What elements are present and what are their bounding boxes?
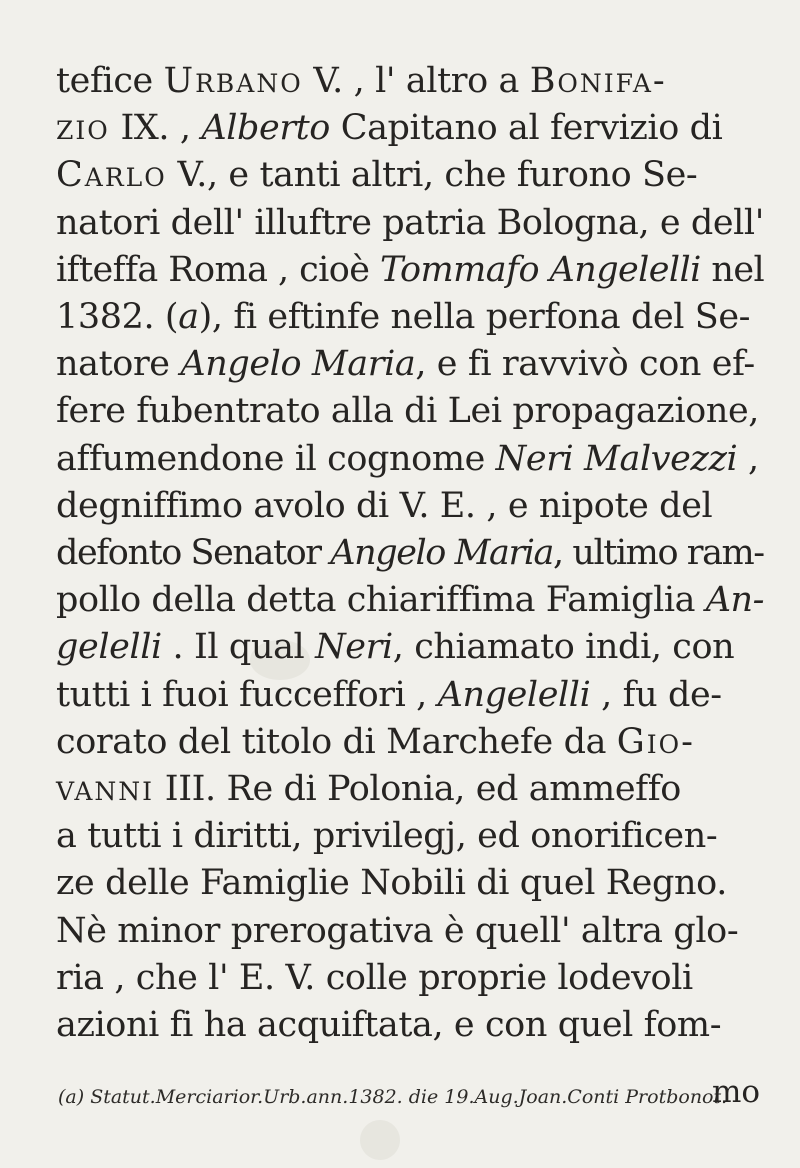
- text-line: [56, 815, 764, 857]
- text-line: [56, 579, 764, 621]
- text-line: [56, 107, 764, 149]
- text-segment: An-: [705, 580, 765, 621]
- text-line: [56, 957, 764, 999]
- text-segment: vanni: [56, 769, 155, 809]
- text-line: [56, 60, 764, 102]
- text-line: [56, 296, 764, 338]
- text-segment: gelelli: [56, 627, 162, 668]
- text-line: [56, 390, 764, 432]
- text-line: [56, 343, 764, 385]
- text-segment: Nè minor prerogativa è quell' altra glo-: [56, 910, 739, 951]
- text-line: [56, 910, 764, 952]
- catchword: mo: [712, 1074, 761, 1110]
- footnote-text: (a) Statut.Merciarior.Urb.ann.1382. die 19.Aug.Joan.Conti Protbonot.: [58, 1086, 728, 1108]
- text-segment: Neri: [315, 627, 393, 668]
- text-segment: Tommafo Angelelli: [379, 249, 701, 290]
- text-line: [56, 674, 764, 716]
- text-line: [56, 768, 764, 810]
- text-segment: defonto Senator: [56, 533, 331, 573]
- text-segment: , ultimo ram-: [552, 533, 764, 573]
- text-segment: degniffimo avolo di V. E. , e nipote del: [56, 485, 713, 526]
- text-segment: Gio-: [616, 721, 695, 762]
- text-segment: tutti i fuoi fucceffori ,: [56, 674, 438, 715]
- text-line: [56, 862, 764, 904]
- text-segment: Angelelli: [437, 674, 591, 715]
- text-line: [56, 1004, 764, 1046]
- text-segment: zio: [56, 108, 110, 149]
- text-line: [56, 249, 764, 291]
- text-segment: ), fi eftinfe nella perfona del Se-: [198, 297, 751, 337]
- text-segment: natori dell' illuftre patria Bologna, e dell': [56, 202, 764, 243]
- text-segment: corato del titolo di Marchefe da: [56, 721, 617, 762]
- text-segment: 1382. (: [56, 297, 179, 337]
- text-segment: affumendone il cognome: [56, 438, 496, 479]
- text-line: [56, 154, 764, 196]
- text-line: [56, 626, 764, 668]
- text-segment: . Il qual: [161, 627, 316, 668]
- text-segment: V., e tanti altri, che furono Se-: [166, 155, 698, 196]
- text-segment: ifteffa Roma , cioè: [56, 249, 380, 290]
- text-segment: ze delle Famiglie Nobili di quel Regno.: [56, 863, 727, 904]
- text-segment: pollo della detta chiariffima Famiglia: [56, 580, 706, 621]
- text-segment: a: [178, 297, 199, 337]
- text-segment: tefice: [56, 61, 164, 101]
- text-segment: fere fubentrato alla di Lei propagazione,: [56, 391, 759, 432]
- text-line: [56, 721, 764, 763]
- text-line: [56, 438, 764, 480]
- text-line: [56, 485, 764, 527]
- text-segment: V. , l' altro a: [302, 61, 530, 101]
- text-segment: Angelo Maria: [180, 344, 416, 385]
- text-segment: , e fi ravvivò con ef-: [415, 344, 755, 385]
- text-segment: Urbano: [163, 61, 303, 101]
- text-segment: Neri Malvezzi: [495, 438, 738, 479]
- text-segment: Alberto: [201, 108, 330, 149]
- text-segment: Bonifa-: [529, 61, 667, 101]
- text-segment: , chiamato indi, con: [392, 627, 735, 668]
- footnote: [58, 1084, 764, 1110]
- text-segment: natore: [56, 344, 181, 385]
- text-line: [56, 202, 764, 244]
- text-line: [56, 532, 764, 574]
- text-segment: a tutti i diritti, privilegj, ed onorificen-: [56, 816, 718, 857]
- text-segment: Capitano al fervizio di: [329, 108, 723, 149]
- text-segment: Angelo Maria: [330, 533, 553, 573]
- text-segment: nel: [700, 249, 765, 290]
- text-segment: ria , che l' E. V. colle proprie lodevoli: [56, 957, 693, 998]
- paper-stain: [360, 1120, 400, 1160]
- text-segment: ,: [737, 438, 759, 479]
- text-segment: , fu de-: [590, 674, 722, 715]
- text-segment: III. Re di Polonia, ed ammeffo: [154, 769, 681, 809]
- text-segment: Carlo: [56, 155, 167, 196]
- text-segment: azioni fi ha acquiftata, e con quel fom-: [56, 1005, 722, 1045]
- text-segment: IX. ,: [109, 108, 202, 149]
